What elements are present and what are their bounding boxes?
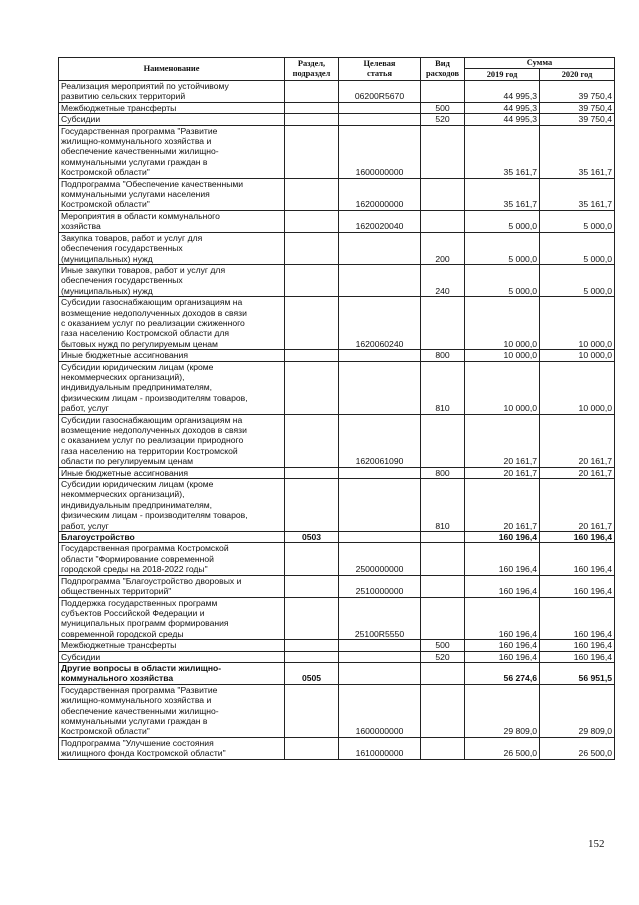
- row-value-2019: 44 995,3: [465, 81, 540, 103]
- row-section: [285, 297, 339, 350]
- table-row: [59, 264, 615, 296]
- row-kind: [421, 414, 465, 467]
- row-target: [339, 361, 421, 414]
- row-kind: 810: [421, 361, 465, 414]
- row-value-2019: 10 000,0: [465, 350, 540, 361]
- row-target: 1620061090: [339, 414, 421, 467]
- row-value-2020: 35 161,7: [540, 125, 615, 178]
- row-target: 1600000000: [339, 684, 421, 737]
- row-name: Благоустройство: [59, 532, 285, 543]
- header-name: Наименование: [59, 58, 285, 81]
- row-value-2020: 39 750,4: [540, 102, 615, 113]
- row-name: Подпрограмма "Благоустройство дворовых и общественных территорий": [59, 575, 285, 597]
- row-kind: [421, 178, 465, 210]
- row-kind: [421, 597, 465, 640]
- row-value-2019: 160 196,4: [465, 597, 540, 640]
- row-kind: 500: [421, 640, 465, 651]
- row-kind: [421, 575, 465, 597]
- row-value-2019: 160 196,4: [465, 532, 540, 543]
- table-row: [59, 543, 615, 575]
- row-value-2019: 5 000,0: [465, 210, 540, 232]
- table-body: [59, 81, 615, 760]
- row-target: [339, 232, 421, 264]
- row-value-2019: 160 196,4: [465, 640, 540, 651]
- row-value-2020: 35 161,7: [540, 178, 615, 210]
- row-value-2020: 20 161,7: [540, 479, 615, 532]
- table-header: [59, 58, 615, 81]
- table-row: [59, 737, 615, 759]
- table-row: [59, 361, 615, 414]
- table-row: [59, 297, 615, 350]
- row-name: Подпрограмма "Обеспечение качественными коммунальными услугами населения Костромской области": [59, 178, 285, 210]
- row-section: [285, 350, 339, 361]
- table-row: [59, 467, 615, 478]
- row-target: [339, 467, 421, 478]
- row-target: 1620020040: [339, 210, 421, 232]
- row-value-2019: 160 196,4: [465, 543, 540, 575]
- row-value-2020: 29 809,0: [540, 684, 615, 737]
- row-section: [285, 178, 339, 210]
- header-target: Целевая статья: [339, 58, 421, 81]
- table-row: [59, 575, 615, 597]
- row-name: Субсидии газоснабжающим организациям на возмещение недополученных доходов в связи с оказанием услуг по реализации природного газа населению на территории Костромской области по регулируемым ценам: [59, 414, 285, 467]
- row-value-2020: 5 000,0: [540, 232, 615, 264]
- row-value-2019: 20 161,7: [465, 467, 540, 478]
- row-value-2019: 56 274,6: [465, 662, 540, 684]
- row-kind: [421, 737, 465, 759]
- row-section: [285, 684, 339, 737]
- row-value-2019: 10 000,0: [465, 361, 540, 414]
- row-value-2019: 44 995,3: [465, 102, 540, 113]
- row-section: [285, 264, 339, 296]
- header-2019: 2019 год: [465, 69, 540, 81]
- row-value-2020: 160 196,4: [540, 532, 615, 543]
- row-name: Иные бюджетные ассигнования: [59, 350, 285, 361]
- row-target: [339, 479, 421, 532]
- row-value-2020: 160 196,4: [540, 543, 615, 575]
- row-section: [285, 361, 339, 414]
- row-section: [285, 81, 339, 103]
- row-value-2020: 20 161,7: [540, 414, 615, 467]
- row-value-2020: 20 161,7: [540, 467, 615, 478]
- row-target: [339, 102, 421, 113]
- row-kind: 240: [421, 264, 465, 296]
- header-2020: 2020 год: [540, 69, 615, 81]
- row-name: Субсидии юридическим лицам (кроме некоммерческих организаций), индивидуальным предпринимателям, физическим лицам - производителям товаров, работ, услуг: [59, 361, 285, 414]
- row-kind: 800: [421, 467, 465, 478]
- row-section: [285, 414, 339, 467]
- row-section: [285, 102, 339, 113]
- row-value-2019: 20 161,7: [465, 479, 540, 532]
- header-section: Раздел, подраздел: [285, 58, 339, 81]
- row-value-2019: 35 161,7: [465, 178, 540, 210]
- row-name: Межбюджетные трансферты: [59, 640, 285, 651]
- row-value-2019: 35 161,7: [465, 125, 540, 178]
- table-row: [59, 640, 615, 651]
- row-kind: [421, 297, 465, 350]
- row-target: 2500000000: [339, 543, 421, 575]
- row-value-2019: 29 809,0: [465, 684, 540, 737]
- table-row: [59, 114, 615, 125]
- table-row: [59, 178, 615, 210]
- row-section: [285, 125, 339, 178]
- table-row: [59, 684, 615, 737]
- row-target: 1620060240: [339, 297, 421, 350]
- row-name: Поддержка государственных программ субъектов Российской Федерации и муниципальных программ формирования современной городской среды: [59, 597, 285, 640]
- row-kind: 800: [421, 350, 465, 361]
- row-kind: [421, 125, 465, 178]
- row-value-2019: 20 161,7: [465, 414, 540, 467]
- row-kind: 200: [421, 232, 465, 264]
- table-row: [59, 479, 615, 532]
- table-row: [59, 81, 615, 103]
- header-sum: Сумма: [465, 58, 615, 69]
- row-target: [339, 651, 421, 662]
- row-kind: [421, 532, 465, 543]
- row-value-2020: 160 196,4: [540, 575, 615, 597]
- table-row: [59, 414, 615, 467]
- row-value-2020: 56 951,5: [540, 662, 615, 684]
- row-target: 1620000000: [339, 178, 421, 210]
- row-name: Другие вопросы в области жилищно- коммунального хозяйства: [59, 662, 285, 684]
- row-section: [285, 597, 339, 640]
- table-row: [59, 350, 615, 361]
- row-value-2020: 10 000,0: [540, 361, 615, 414]
- row-kind: 810: [421, 479, 465, 532]
- row-target: 1600000000: [339, 125, 421, 178]
- row-kind: [421, 684, 465, 737]
- row-name: Иные закупки товаров, работ и услуг для обеспечения государственных (муниципальных) нужд: [59, 264, 285, 296]
- table-row: [59, 232, 615, 264]
- row-kind: [421, 662, 465, 684]
- row-value-2019: 44 995,3: [465, 114, 540, 125]
- row-value-2020: 160 196,4: [540, 651, 615, 662]
- row-section: [285, 651, 339, 662]
- row-section: [285, 467, 339, 478]
- row-target: 06200R5670: [339, 81, 421, 103]
- row-target: [339, 350, 421, 361]
- row-value-2019: 5 000,0: [465, 264, 540, 296]
- table-row: [59, 597, 615, 640]
- row-kind: [421, 210, 465, 232]
- row-value-2019: 10 000,0: [465, 297, 540, 350]
- row-target: 2510000000: [339, 575, 421, 597]
- row-kind: 520: [421, 651, 465, 662]
- row-kind: 520: [421, 114, 465, 125]
- row-value-2020: 160 196,4: [540, 640, 615, 651]
- row-value-2019: 5 000,0: [465, 232, 540, 264]
- row-section: [285, 543, 339, 575]
- row-name: Реализация мероприятий по устойчивому развитию сельских территорий: [59, 81, 285, 103]
- row-section: [285, 232, 339, 264]
- row-name: Государственная программа "Развитие жилищно-коммунального хозяйства и обеспечение качественными жилищно- коммунальными услугами граждан в Костромской области": [59, 125, 285, 178]
- row-name: Субсидии юридическим лицам (кроме некоммерческих организаций), индивидуальным предпринимателям, физическим лицам - производителям товаров, работ, услуг: [59, 479, 285, 532]
- row-value-2019: 26 500,0: [465, 737, 540, 759]
- page-number: 152: [588, 838, 605, 850]
- row-section: [285, 114, 339, 125]
- budget-table: [58, 57, 615, 760]
- row-kind: [421, 81, 465, 103]
- table-row: [59, 210, 615, 232]
- row-name: Государственная программа "Развитие жилищно-коммунального хозяйства и обеспечение качественными жилищно- коммунальными услугами граждан в Костромской области": [59, 684, 285, 737]
- row-target: [339, 662, 421, 684]
- row-name: Иные бюджетные ассигнования: [59, 467, 285, 478]
- row-name: Субсидии: [59, 114, 285, 125]
- table-row: [59, 651, 615, 662]
- row-value-2020: 39 750,4: [540, 114, 615, 125]
- row-value-2019: 160 196,4: [465, 575, 540, 597]
- row-target: [339, 114, 421, 125]
- row-value-2020: 5 000,0: [540, 264, 615, 296]
- table-row: [59, 662, 615, 684]
- row-section: 0503: [285, 532, 339, 543]
- row-section: [285, 737, 339, 759]
- row-kind: [421, 543, 465, 575]
- row-value-2020: 26 500,0: [540, 737, 615, 759]
- row-target: [339, 532, 421, 543]
- row-value-2020: 10 000,0: [540, 350, 615, 361]
- row-target: [339, 264, 421, 296]
- row-target: 1610000000: [339, 737, 421, 759]
- row-section: [285, 575, 339, 597]
- row-value-2020: 10 000,0: [540, 297, 615, 350]
- table-row: [59, 102, 615, 113]
- row-name: Подпрограмма "Улучшение состояния жилищного фонда Костромской области": [59, 737, 285, 759]
- table-row: [59, 532, 615, 543]
- row-name: Мероприятия в области коммунального хозяйства: [59, 210, 285, 232]
- row-value-2020: 5 000,0: [540, 210, 615, 232]
- row-section: [285, 640, 339, 651]
- table-row: [59, 125, 615, 178]
- row-target: [339, 640, 421, 651]
- row-kind: 500: [421, 102, 465, 113]
- header-kind: Вид расходов: [421, 58, 465, 81]
- row-section: 0505: [285, 662, 339, 684]
- row-value-2019: 160 196,4: [465, 651, 540, 662]
- row-section: [285, 210, 339, 232]
- row-value-2020: 160 196,4: [540, 597, 615, 640]
- row-target: 25100R5550: [339, 597, 421, 640]
- row-value-2020: 39 750,4: [540, 81, 615, 103]
- row-name: Государственная программа Костромской области "Формирование современной городской среды на 2018-2022 годы": [59, 543, 285, 575]
- row-name: Закупка товаров, работ и услуг для обеспечения государственных (муниципальных) нужд: [59, 232, 285, 264]
- row-section: [285, 479, 339, 532]
- row-name: Субсидии газоснабжающим организациям на возмещение недополученных доходов в связи с оказанием услуг по реализации сжиженного газа населению Костромской области для бытовых нужд по регулируемым ценам: [59, 297, 285, 350]
- row-name: Межбюджетные трансферты: [59, 102, 285, 113]
- row-name: Субсидии: [59, 651, 285, 662]
